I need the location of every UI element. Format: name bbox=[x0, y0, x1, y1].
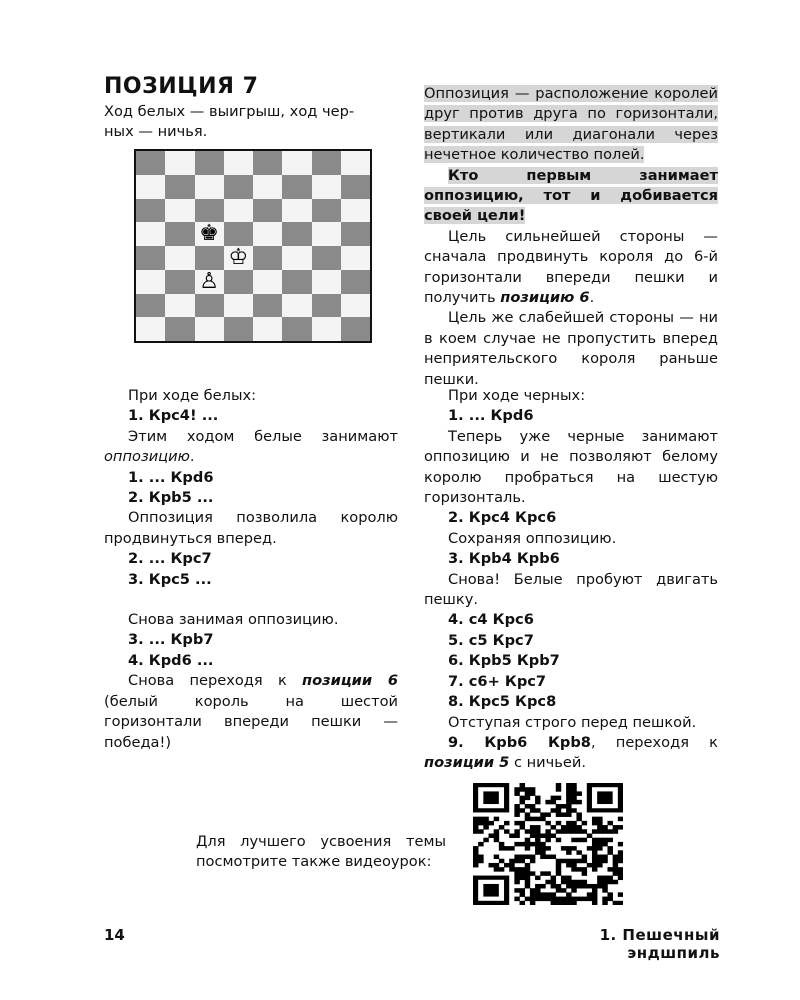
board-square bbox=[282, 294, 311, 318]
black-king-icon: ♚ bbox=[199, 221, 219, 247]
black-to-move-section bbox=[424, 386, 718, 774]
board-square bbox=[224, 294, 253, 318]
board-square bbox=[253, 270, 282, 294]
comment-text: Снова! Белые пробуют двигать пешку. bbox=[424, 570, 718, 609]
board-square bbox=[195, 151, 224, 175]
board-square bbox=[341, 246, 370, 270]
opposition-rule: Кто первым занимает оппозицию, тот и добивается своей цели! bbox=[424, 166, 718, 225]
board-square bbox=[224, 175, 253, 199]
section-heading: При ходе белых: bbox=[128, 387, 257, 404]
white-to-move-section bbox=[104, 386, 398, 753]
move-line: 2. ... Крс7 bbox=[128, 550, 212, 568]
board-square bbox=[195, 199, 224, 223]
board-square bbox=[165, 246, 194, 270]
qr-code-icon bbox=[473, 783, 623, 905]
board-square bbox=[253, 151, 282, 175]
board-square bbox=[165, 317, 194, 341]
comment-text: 9. Крb6 Крb8, переходя к позиции 5 с ничьей. bbox=[424, 733, 718, 772]
board-square bbox=[224, 317, 253, 341]
move-line: 7. с6+ Крс7 bbox=[448, 672, 547, 690]
board-square bbox=[312, 246, 341, 270]
move-line: 2. Крс4 Крс6 bbox=[448, 509, 557, 527]
board-square bbox=[312, 294, 341, 318]
move-line: 2. Крb5 ... bbox=[128, 489, 214, 507]
qr-code[interactable] bbox=[473, 783, 623, 905]
video-lesson-caption: Для лучшего усвоения темы посмотрите также видеоурок: bbox=[196, 833, 446, 871]
board-square bbox=[312, 317, 341, 341]
board-square bbox=[136, 151, 165, 175]
board-square bbox=[136, 270, 165, 294]
board-square bbox=[224, 199, 253, 223]
board-square bbox=[195, 175, 224, 199]
board-square bbox=[312, 199, 341, 223]
move-line: 5. с5 Крс7 bbox=[448, 631, 534, 649]
comment-text: Сохраняя оппозицию. bbox=[448, 529, 617, 547]
board-square bbox=[165, 199, 194, 223]
board-square bbox=[253, 199, 282, 223]
comment-text: Теперь уже черные занимают оппозицию и не позволяют белому королю пробраться на шестую горизонталь. bbox=[424, 427, 718, 507]
board-square bbox=[312, 151, 341, 175]
board-square bbox=[195, 294, 224, 318]
move-line: 4. Крd6 ... bbox=[128, 651, 214, 669]
board-square bbox=[282, 270, 311, 294]
board-square bbox=[282, 246, 311, 270]
move-line: 3. Крс5 ... bbox=[128, 570, 212, 588]
board-square bbox=[136, 246, 165, 270]
board-square bbox=[253, 175, 282, 199]
comment-text: Этим ходом белые занимают оппозицию. bbox=[104, 427, 398, 466]
board-square bbox=[136, 294, 165, 318]
board-square bbox=[341, 151, 370, 175]
board-square bbox=[253, 246, 282, 270]
board-square bbox=[165, 294, 194, 318]
move-line: 8. Крс5 Крс8 bbox=[448, 693, 557, 711]
move-line: 1. Крс4! ... bbox=[128, 407, 219, 425]
board-square bbox=[224, 222, 253, 246]
board-square bbox=[312, 270, 341, 294]
move-line: 3. Крb4 Крb6 bbox=[448, 550, 560, 568]
board-square bbox=[136, 199, 165, 223]
board-square bbox=[195, 246, 224, 270]
comment-text: Снова переходя к позиции 6 (белый король на шестой горизонтали впереди пешки — победа!) bbox=[104, 672, 398, 751]
comment-text: Снова занимая оппозицию. bbox=[128, 611, 339, 629]
board-square bbox=[341, 175, 370, 199]
board-square bbox=[195, 317, 224, 341]
board-square bbox=[253, 294, 282, 318]
white-pawn-icon: ♙ bbox=[199, 268, 219, 294]
comment-text: Оппозиция позволила королю продвинуться вперед. bbox=[104, 509, 398, 547]
board-square bbox=[312, 175, 341, 199]
page-title: ПОЗИЦИЯ 7 bbox=[104, 74, 259, 99]
chapter-title: 1. Пешечный эндшпиль bbox=[599, 926, 720, 962]
move-line: 4. с4 Крс6 bbox=[448, 611, 534, 629]
strong-side-text: Цель сильнейшей стороны — сначала продвинуть короля до 6-й горизонтали впереди пешки и получить позицию 6. bbox=[424, 227, 718, 307]
move-line: 3. ... Крb7 bbox=[128, 631, 214, 649]
opposition-definition bbox=[424, 84, 718, 390]
board-square bbox=[282, 222, 311, 246]
board-square bbox=[282, 175, 311, 199]
page-number: 14 bbox=[104, 926, 125, 944]
board-square bbox=[224, 151, 253, 175]
comment-text: Отступая строго перед пешкой. bbox=[448, 713, 697, 731]
board-square bbox=[282, 317, 311, 341]
move-line: 1. ... Крd6 bbox=[448, 407, 534, 425]
move-line: 1. ... Крd6 bbox=[128, 468, 214, 486]
board-square bbox=[282, 151, 311, 175]
section-heading: При ходе черных: bbox=[448, 387, 586, 404]
board-square bbox=[341, 317, 370, 341]
board-square bbox=[312, 222, 341, 246]
board-square bbox=[224, 270, 253, 294]
weak-side-text: Цель же слабейшей стороны — ни в коем случае не пропустить вперед неприятельского короля раньше пешки. bbox=[424, 309, 718, 388]
board-square bbox=[165, 151, 194, 175]
board-square bbox=[136, 175, 165, 199]
board-square bbox=[165, 175, 194, 199]
board-square bbox=[341, 222, 370, 246]
board-square bbox=[165, 222, 194, 246]
board-square bbox=[253, 317, 282, 341]
board-square bbox=[341, 270, 370, 294]
board-square bbox=[341, 199, 370, 223]
chess-board bbox=[134, 149, 372, 343]
definition-text: Оппозиция — расположение королей друг против друга по горизонтали, вертикали или диагонали через нечетное количество полей. bbox=[424, 85, 718, 164]
move-line: 6. Крb5 Крb7 bbox=[448, 652, 560, 670]
board-square bbox=[253, 222, 282, 246]
board-square bbox=[136, 222, 165, 246]
board-square bbox=[341, 294, 370, 318]
board-square bbox=[136, 317, 165, 341]
position-subtitle: Ход белых — выигрыш, ход чер- ных — ничья. bbox=[104, 103, 355, 141]
board-square bbox=[165, 270, 194, 294]
board-square bbox=[282, 199, 311, 223]
white-king-icon: ♔ bbox=[228, 245, 249, 270]
